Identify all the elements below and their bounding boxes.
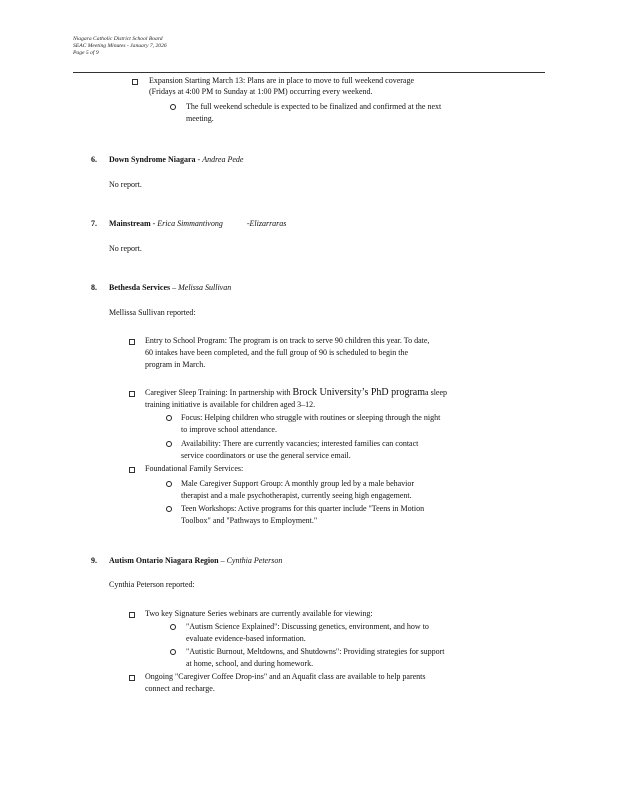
sleep-training-line2: training initiative is available for children aged 3–12.: [145, 400, 316, 409]
circle-bullet-icon: [170, 649, 176, 655]
header-page-number: Page 5 of 9: [73, 50, 99, 56]
section-7-presenter-suffix: -Elizarraras: [246, 219, 287, 228]
section-7-body: No report.: [109, 244, 142, 253]
section-8-heading: [109, 282, 231, 294]
section-6-body: No report.: [109, 180, 142, 189]
autistic-burnout-line2: at home, school, and during homework.: [186, 659, 314, 668]
autistic-burnout-line1: "Autistic Burnout, Meltdowns, and Shutdowns": Providing strategies for support: [186, 647, 445, 656]
teen-workshops-line2: Toolbox" and "Pathways to Employment.": [181, 516, 318, 525]
male-caregiver-line1: Male Caregiver Support Group: A monthly group led by a male behavior: [181, 479, 415, 488]
availability-line2: service coordinators or use the general service email.: [181, 451, 351, 460]
coffee-dropins-line1: Ongoing "Caregiver Coffee Drop-ins" and an Aquafit class are available to help parents: [145, 672, 426, 681]
circle-bullet-icon: [166, 415, 172, 421]
section-7-heading: [109, 218, 286, 230]
section-6-presenter: Andrea Pede: [202, 155, 244, 164]
square-bullet-icon: [129, 339, 135, 345]
header-divider: [73, 72, 545, 73]
sleep-training-line1-start: Caregiver Sleep Training: In partnership with: [145, 388, 291, 397]
circle-bullet-icon: [166, 506, 172, 512]
teen-workshops-line1: Teen Workshops: Active programs for this quarter include "Teens in Motion: [181, 504, 425, 513]
autism-science-line2: evaluate evidence-based information.: [186, 634, 306, 643]
coffee-dropins-line2: connect and recharge.: [145, 684, 215, 693]
focus-line2: to improve school attendance.: [181, 425, 277, 434]
section-6-title: Down Syndrome Niagara: [109, 155, 196, 164]
availability-line1: Availability: There are currently vacancies; interested families can contact: [181, 439, 419, 448]
page-header: [73, 36, 167, 57]
section-8-separator: –: [172, 283, 177, 292]
sleep-training-line1: [145, 387, 447, 399]
header-board-name: Niagara Catholic District School Board: [73, 36, 163, 42]
header-meeting: SEAC Meeting Minutes - January 7, 2026: [73, 43, 167, 49]
square-bullet-icon: [129, 675, 135, 681]
section-9-heading: [109, 555, 282, 567]
section-9-presenter: Cynthia Peterson: [226, 556, 283, 565]
circle-bullet-icon: [166, 441, 172, 447]
section-9-number: 9.: [91, 556, 97, 565]
male-caregiver-line2: therapist and a male psychotherapist, currently seeing high engagement.: [181, 491, 412, 500]
weekend-schedule-line1: The full weekend schedule is expected to be finalized and confirmed at the next: [186, 102, 442, 111]
square-bullet-icon: [132, 79, 138, 85]
section-7-presenter: Erica Simmantivong: [157, 219, 223, 228]
foundational-services: Foundational Family Services:: [145, 464, 244, 473]
square-bullet-icon: [129, 391, 135, 397]
autism-science-line1: "Autism Science Explained": Discussing genetics, environment, and how to: [186, 622, 429, 631]
webinars-bullet: Two key Signature Series webinars are currently available for viewing:: [145, 609, 373, 618]
weekend-schedule-line2: meeting.: [186, 114, 214, 123]
section-8-number: 8.: [91, 283, 97, 292]
entry-program-line2: 60 intakes have been completed, and the full group of 90 is scheduled to begin the: [145, 348, 409, 357]
focus-line1: Focus: Helping children who struggle with routines or sleeping through the night: [181, 413, 441, 422]
circle-bullet-icon: [170, 624, 176, 630]
circle-bullet-icon: [170, 104, 176, 110]
section-9-intro: Cynthia Peterson reported:: [109, 580, 195, 589]
section-9-title: Autism Ontario Niagara Region: [109, 556, 219, 565]
brock-university-text: Brock University’s PhD program: [292, 387, 426, 398]
section-6-number: 6.: [91, 155, 97, 164]
sleep-training-line1-end: a sleep: [425, 388, 448, 397]
circle-bullet-icon: [166, 481, 172, 487]
section-8-presenter: Melissa Sullivan: [178, 283, 232, 292]
section-6-separator: -: [197, 155, 201, 164]
square-bullet-icon: [129, 612, 135, 618]
section-7-number: 7.: [91, 219, 97, 228]
section-8-intro: Mellissa Sullivan reported:: [109, 308, 196, 317]
section-8-title: Bethesda Services: [109, 283, 171, 292]
entry-program-line3: program in March.: [145, 360, 206, 369]
expansion-bullet-line1: Expansion Starting March 13: Plans are in place to move to full weekend coverage: [149, 76, 415, 85]
entry-program-line1: Entry to School Program: The program is on track to serve 90 children this year. To date,: [145, 336, 430, 345]
section-6-heading: [109, 154, 243, 166]
section-7-title: Mainstream: [109, 219, 151, 228]
section-7-separator: -: [152, 219, 156, 228]
square-bullet-icon: [129, 467, 135, 473]
section-9-separator: –: [220, 556, 225, 565]
expansion-bullet-line2: (Fridays at 4:00 PM to Sunday at 1:00 PM) occurring every weekend.: [149, 87, 373, 96]
